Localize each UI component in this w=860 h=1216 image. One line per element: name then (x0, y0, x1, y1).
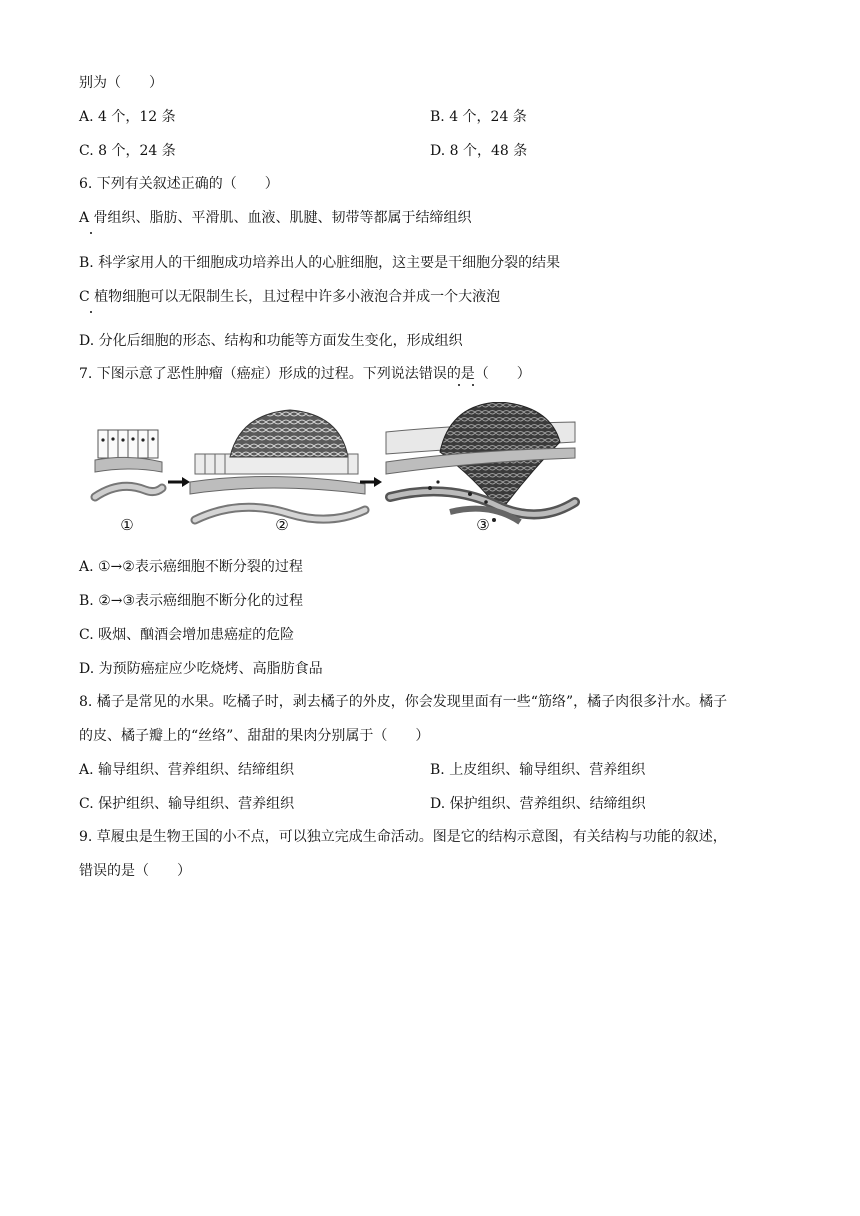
q6-option-a: A 骨组织、脂肪、平滑肌、血液、肌腱、韧带等都属于结缔组织 (79, 210, 472, 226)
q7-option-a: A. ①→②表示癌细胞不断分裂的过程 (79, 559, 303, 575)
q9-stem-line2: 错误的是（ ） (79, 863, 191, 879)
panel-3 (386, 402, 575, 522)
cancer-formation-figure (90, 402, 580, 537)
q6-option-c: C 植物细胞可以无限制生长，且过程中许多小液泡合并成一个大液泡 (79, 289, 501, 305)
q7-stem-post: 的是（ ） (446, 366, 531, 382)
q7-stem-emphasis (419, 366, 447, 382)
figure-label-1: ① (120, 516, 134, 534)
q9-stem-line1: 9. 草履虫是生物王国的小不点，可以独立完成生命活动。图是它的结构示意图，有关结构与功能的叙述， (79, 829, 727, 845)
q8-stem-line2: 的皮、橘子瓣上的“丝络”、甜甜的果肉分别属于（ ） (79, 728, 430, 744)
q7-option-c: C. 吸烟、酗酒会增加患癌症的危险 (79, 627, 295, 643)
q5-stem-tail: 别为（ ） (79, 75, 163, 91)
cancer-diagram (90, 402, 580, 537)
emphasis-dot (458, 384, 460, 386)
emphasized-word: 错误 (418, 366, 447, 382)
emphasis-dot (472, 384, 474, 386)
q5-option-b: B. 4 个，24 条 (430, 109, 527, 125)
emphasis-dot (90, 311, 92, 313)
q6-option-d: D. 分化后细胞的形态、结构和功能等方面发生变化，形成组织 (79, 333, 463, 349)
q8-stem-line1: 8. 橘子是常见的水果。吃橘子时，剥去橘子的外皮，你会发现里面有一些“筋络”，橘子肉很多汁水。橘子 (79, 694, 728, 710)
q6-stem: 6. 下列有关叙述正确的（ ） (79, 176, 279, 192)
q7-option-b: B. ②→③表示癌细胞不断分化的过程 (79, 593, 304, 609)
q5-option-c: C. 8 个，24 条 (79, 143, 176, 159)
q6-option-b: B. 科学家用人的干细胞成功培养出人的心脏细胞，这主要是干细胞分裂的结果 (79, 255, 561, 271)
figure-label-3: ③ (476, 516, 490, 534)
q5-option-d: D. 8 个，48 条 (430, 143, 528, 159)
q7-option-d: D. 为预防癌症应少吃烧烤、高脂肪食品 (79, 661, 323, 677)
q5-option-a: A. 4 个，12 条 (79, 109, 176, 125)
panel-1 (95, 430, 162, 497)
q8-option-b: B. 上皮组织、输导组织、营养组织 (430, 762, 646, 778)
emphasis-dot (90, 232, 92, 234)
q8-option-c: C. 保护组织、输导组织、营养组织 (79, 796, 295, 812)
q7-stem (79, 364, 531, 384)
panel-2 (190, 410, 365, 520)
q8-option-d: D. 保护组织、营养组织、结缔组织 (430, 796, 646, 812)
q7-stem-pre: 7. 下图示意了恶性肿瘤（癌症）形成的过程。下列说法 (79, 366, 419, 382)
figure-label-2: ② (275, 516, 289, 534)
q8-option-a: A. 输导组织、营养组织、结缔组织 (79, 762, 295, 778)
